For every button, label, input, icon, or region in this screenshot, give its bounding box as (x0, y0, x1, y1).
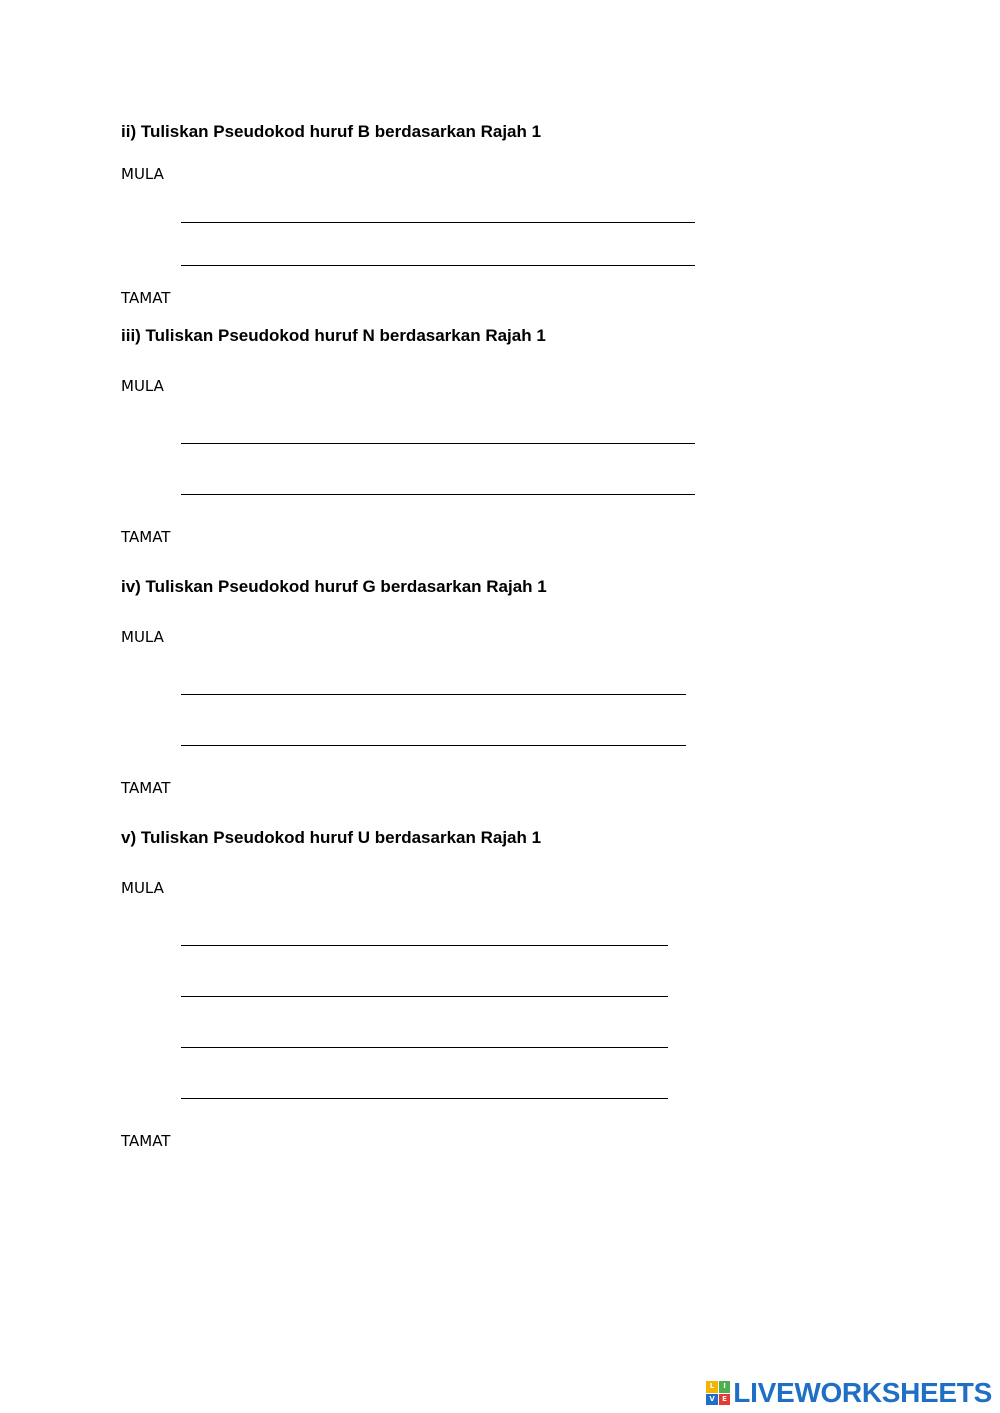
logo-letter: I (719, 1381, 731, 1393)
question-heading-n: iii) Tuliskan Pseudokod huruf N berdasarkan Rajah 1 (121, 326, 546, 345)
liveworksheets-logo-icon (706, 1381, 730, 1405)
start-label-u: MULA (121, 879, 164, 897)
start-label-n: MULA (121, 377, 164, 395)
answer-line-g-2[interactable] (181, 745, 686, 746)
answer-line-b-2[interactable] (181, 265, 695, 266)
end-label-b: TAMAT (121, 289, 171, 307)
answer-line-n-2[interactable] (181, 494, 695, 495)
logo-letter: V (706, 1394, 718, 1406)
answer-line-u-2[interactable] (181, 996, 668, 997)
answer-line-u-4[interactable] (181, 1098, 668, 1099)
question-heading-b: ii) Tuliskan Pseudokod huruf B berdasarkan Rajah 1 (121, 122, 542, 141)
start-label-g: MULA (121, 628, 164, 646)
liveworksheets-wordmark: LIVEWORKSHEETS (733, 1377, 992, 1408)
logo-letter: E (719, 1394, 731, 1406)
logo-letter: L (706, 1381, 718, 1393)
answer-line-b-1[interactable] (181, 222, 695, 223)
question-heading-g: iv) Tuliskan Pseudokod huruf G berdasarkan Rajah 1 (121, 577, 547, 596)
end-label-n: TAMAT (121, 528, 171, 546)
liveworksheets-branding (706, 1375, 992, 1411)
question-heading-u: v) Tuliskan Pseudokod huruf U berdasarkan Rajah 1 (121, 828, 542, 847)
answer-line-g-1[interactable] (181, 694, 686, 695)
answer-line-u-1[interactable] (181, 945, 668, 946)
end-label-g: TAMAT (121, 779, 171, 797)
answer-line-u-3[interactable] (181, 1047, 668, 1048)
end-label-u: TAMAT (121, 1132, 171, 1150)
start-label-b: MULA (121, 165, 164, 183)
answer-line-n-1[interactable] (181, 443, 695, 444)
